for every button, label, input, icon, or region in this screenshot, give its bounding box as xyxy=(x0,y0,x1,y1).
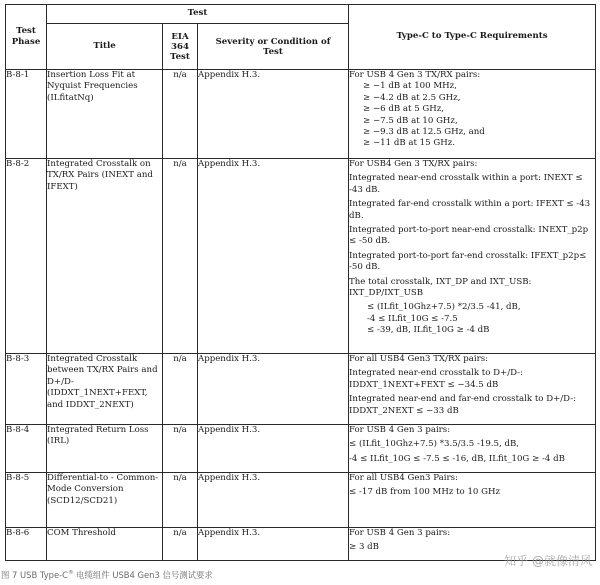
requirements-cell xyxy=(349,354,596,425)
phase-cell: B-8-3 xyxy=(6,354,47,425)
header-title: Title xyxy=(47,24,163,70)
req-lead: For all USB4 Gen3 TX/RX pairs: xyxy=(349,354,489,364)
severity-cell: Appendix H.3. xyxy=(198,473,349,528)
eia-cell: n/a xyxy=(163,528,198,561)
req-block: Integrated port-to-port near-end crosstalk: INEXT_p2p ≤ -50 dB. xyxy=(349,225,589,247)
req-lead: For USB4 Gen 3 TX/RX pairs: xyxy=(349,159,478,169)
table-row xyxy=(6,70,596,159)
caption-suffix: 电缆组件 USB4 Gen3 信号测试要求 xyxy=(73,570,213,580)
title-cell: Integrated Crosstalk between TX/RX Pairs and D+/D- (IDDXT_1NEXT+FEXT, and IDDXT_2NEXT) xyxy=(47,354,163,425)
requirements-cell xyxy=(349,159,596,354)
req-item: ≥ −7.5 dB at 10 GHz, xyxy=(363,115,458,126)
req-lead: For USB 4 Gen 3 TX/RX pairs: xyxy=(349,70,481,80)
req-lead: For USB 4 Gen 3 pairs: xyxy=(349,425,451,435)
phase-cell: B-8-6 xyxy=(6,528,47,561)
watermark: 知乎 @就像清风 xyxy=(504,554,592,568)
eia-cell: n/a xyxy=(163,354,198,425)
severity-cell: Appendix H.3. xyxy=(198,528,349,561)
req-block: Integrated near-end crosstalk to D+/D-: IDDXT_1NEXT+FEXT ≤ −34.5 dB xyxy=(349,368,523,390)
table-row xyxy=(6,159,596,354)
requirements-cell xyxy=(349,70,596,159)
severity-cell: Appendix H.3. xyxy=(198,425,349,473)
header-row-1 xyxy=(6,5,596,24)
title-cell: Insertion Loss Fit at Nyquist Frequencies (ILfitatNq) xyxy=(47,70,163,159)
header-test-phase: Test Phase xyxy=(6,5,47,70)
req-block: The total crosstalk, IXT_DP and IXT_USB: IXT_DP/IXT_USB xyxy=(349,276,532,299)
req-block: Integrated far-end crosstalk within a port: IFEXT ≤ -43 dB. xyxy=(349,199,591,221)
req-item: ≥ −11 dB at 15 GHz. xyxy=(363,138,455,149)
req-item: -4 ≤ ILfit_10G ≤ -7.5 xyxy=(367,313,458,324)
severity-cell: Appendix H.3. xyxy=(198,354,349,425)
header-test: Test xyxy=(47,5,349,24)
req-block: Integrated near-end crosstalk within a port: INEXT ≤ -43 dB. xyxy=(349,173,583,195)
phase-cell: B-8-4 xyxy=(6,425,47,473)
req-block: ≤ (ILfit_10Ghz+7.5) *3.5/3.5 -19.5, dB, xyxy=(349,439,520,450)
header-eia: EIA 364 Test xyxy=(163,24,198,70)
requirements-cell xyxy=(349,425,596,473)
title-cell: Integrated Crosstalk on TX/RX Pairs (INEXT and IFEXT) xyxy=(47,159,163,354)
header-severity: Severity or Condition of Test xyxy=(198,24,349,70)
req-item: ≥ −9.3 dB at 12.5 GHz, and xyxy=(363,127,485,138)
req-block: ≥ 3 dB xyxy=(349,542,379,553)
severity-cell: Appendix H.3. xyxy=(198,70,349,159)
table-row xyxy=(6,473,596,528)
title-cell: Integrated Return Loss (IRL) xyxy=(47,425,163,473)
req-item: ≤ (ILfit_10Ghz+7.5) *2/3.5 -41, dB, xyxy=(367,302,521,313)
eia-cell: n/a xyxy=(163,70,198,159)
eia-cell: n/a xyxy=(163,425,198,473)
requirements-cell xyxy=(349,473,596,528)
table-row xyxy=(6,425,596,473)
req-item: ≤ -39, dB, ILfit_10G ≥ -4 dB xyxy=(367,325,490,336)
req-lead: For all USB4 Gen3 Pairs: xyxy=(349,473,458,483)
req-block: Integrated near-end and far-end crosstalk to D+/D-: IDDXT_2NEXT ≤ −33 dB xyxy=(349,394,577,416)
req-item: ≥ −4.2 dB at 2.5 GHz, xyxy=(363,92,461,103)
figure-caption xyxy=(1,569,213,581)
phase-cell: B-8-5 xyxy=(6,473,47,528)
eia-cell: n/a xyxy=(163,473,198,528)
title-cell: Differential-to - Common-Mode Conversion (SCD12/SCD21) xyxy=(47,473,163,528)
spec-table xyxy=(5,4,596,561)
header-requirements: Type-C to Type-C Requirements xyxy=(349,5,596,70)
req-lead: For USB 4 Gen 3 pairs: xyxy=(349,528,451,538)
req-item: ≥ −6 dB at 5 GHz, xyxy=(363,104,445,115)
req-block: ≤ -17 dB from 100 MHz to 10 GHz xyxy=(349,487,501,498)
phase-cell: B-8-1 xyxy=(6,70,47,159)
phase-cell: B-8-2 xyxy=(6,159,47,354)
severity-cell: Appendix H.3. xyxy=(198,159,349,354)
req-block: -4 ≤ ILfit_10G ≤ -7.5 ≤ -16, dB, ILfit_10G ≥ -4 dB xyxy=(349,453,565,464)
req-item: ≥ −1 dB at 100 MHz, xyxy=(363,81,457,92)
table-row xyxy=(6,354,596,425)
spec-table-container xyxy=(5,4,595,561)
caption-prefix: 图 7 USB Type-C xyxy=(1,570,68,580)
eia-cell: n/a xyxy=(163,159,198,354)
title-cell: COM Threshold xyxy=(47,528,163,561)
req-block: Integrated port-to-port far-end crosstalk: IFEXT_p2p≤ -50 dB. xyxy=(349,250,587,273)
registered-mark: ® xyxy=(68,570,74,577)
